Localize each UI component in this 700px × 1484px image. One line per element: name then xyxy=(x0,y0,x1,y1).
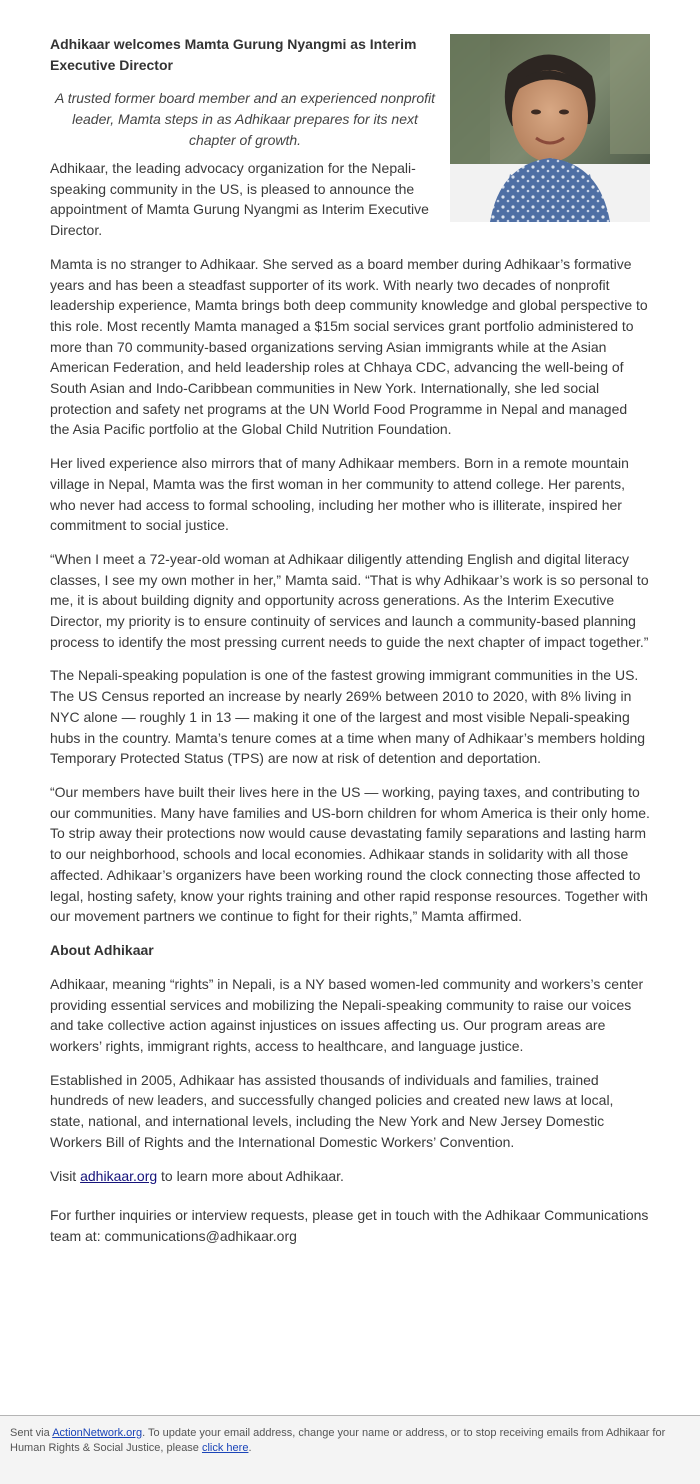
click-here-link[interactable]: click here xyxy=(201,1442,249,1454)
footer-text xyxy=(0,1416,700,1456)
visit-line xyxy=(50,1166,650,1187)
paragraph-about-history: Established in 2005, Adhikaar has assisted thousands of individuals and families, trained hundreds of new leaders, and successfully changed policies and created new laws at local, state, national, and international levels, including the New York and New Jersey Domestic Workers Bill of Rights and the International Domestic Workers’ Convention. xyxy=(50,1071,614,1150)
paragraph-quote-mother: “When I meet a 72-year-old woman at Adhikaar diligently attending English and digital literacy classes, I see my own mother in her,” Mamta said. “That is why Adhikaar’s work is so personal to me, it is about building dignity and opportunity across generations. As the Interim Executive Director, my priority is to ensure continuity of services and launch a community-based planning process to identify the most pressing current needs to guide the next chapter of impact together.” xyxy=(50,550,649,650)
adhikaar-website-link[interactable]: adhikaar.org xyxy=(80,1167,158,1184)
footer-suffix: . xyxy=(248,1442,252,1454)
about-heading: About Adhikaar xyxy=(50,941,154,958)
paragraph-quote-members: “Our members have built their lives here in the US — working, paying taxes, and contributing to our communities. Many have families and US-born children for whom America is their only home. To strip away their protections now would cause devastating family separations and lasting harm to our neighborhood, schools and local economies. Adhikaar stands in solidarity with all those affected. Adhikaar’s organizers have been working round the clock connecting those affected to legal, hosting safety, know your rights training and other rapid response resources. Together with our movement partners we continue to fight for their rights,” Mamta affirmed. xyxy=(50,783,650,925)
visit-suffix: to learn more about Adhikaar. xyxy=(157,1167,344,1184)
subtitle: A trusted former board member and an experienced nonprofit leader, Mamta steps in as Adhikaar prepares for its next chapter of growth. xyxy=(54,90,436,148)
email-footer xyxy=(0,1415,700,1484)
portrait-photo xyxy=(450,34,650,222)
page-title: Adhikaar welcomes Mamta Gurung Nyangmi as Interim Executive Director xyxy=(50,36,417,73)
visit-prefix: Visit xyxy=(50,1167,81,1184)
actionnetwork-link[interactable]: ActionNetwork.org xyxy=(52,1427,143,1439)
paragraph-intro: Adhikaar, the leading advocacy organization for the Nepali-speaking community in the US, is pleased to announce the appointment of Mamta Gurung Nyangmi as Interim Executive Director. xyxy=(50,160,429,239)
paragraph-background: Mamta is no stranger to Adhikaar. She served as a board member during Adhikaar’s formative years and has been a steadfast supporter of its work. With nearly two decades of nonprofit leadership experience, Mamta brings both deep community knowledge and global perspective to this role. Most recently Mamta managed a $15m social services grant portfolio administered to more than 70 community-based organizations serving Asian immigrants while at the Asian American Federation, and held leadership roles at Chhaya CDC, advancing the well-being of South Asian and Indo-Caribbean communities in New York. Internationally, she led social protection and safety net programs at the UN World Food Programme in Nepal and managed the Asia Pacific portfolio at the Global Child Nutrition Foundation. xyxy=(50,255,648,438)
paragraph-lived-experience: Her lived experience also mirrors that of many Adhikaar members. Born in a remote mountain village in Nepal, Mamta was the first woman in her community to attend college. Her parents, who never had access to formal schooling, including her mother who is illiterate, inspired her commitment to social justice. xyxy=(50,455,629,534)
contact-paragraph: For further inquiries or interview requests, please get in touch with the Adhikaar Communications team at: communications@adhikaar.org xyxy=(50,1207,649,1244)
paragraph-population: The Nepali-speaking population is one of the fastest growing immigrant communities in the US. The US Census reported an increase by nearly 269% between 2010 to 2020, with 8% living in NYC alone — roughly 1 in 13 — making it one of the largest and most visible Nepali-speaking hubs in the country. Mamta’s tenure comes at a time when many of Adhikaar’s members holding Temporary Protected Status (TPS) are now at risk of detention and deportation. xyxy=(50,667,646,767)
footer-middle: . To update your email address, change your name or address, or to stop receiving emails from Adhikaar for Human Rights & Social Justice, please xyxy=(10,1427,666,1454)
paragraph-about-meaning: Adhikaar, meaning “rights” in Nepali, is a NY based women-led community and workers’s center providing essential services and mobilizing the Nepali-speaking community to raise our voices and take collective action against injustices on issues affecting us. Our program areas are workers’ rights, immigrant rights, access to healthcare, and language justice. xyxy=(50,975,644,1055)
article xyxy=(50,34,650,1260)
footer-prefix: Sent via xyxy=(10,1427,53,1439)
